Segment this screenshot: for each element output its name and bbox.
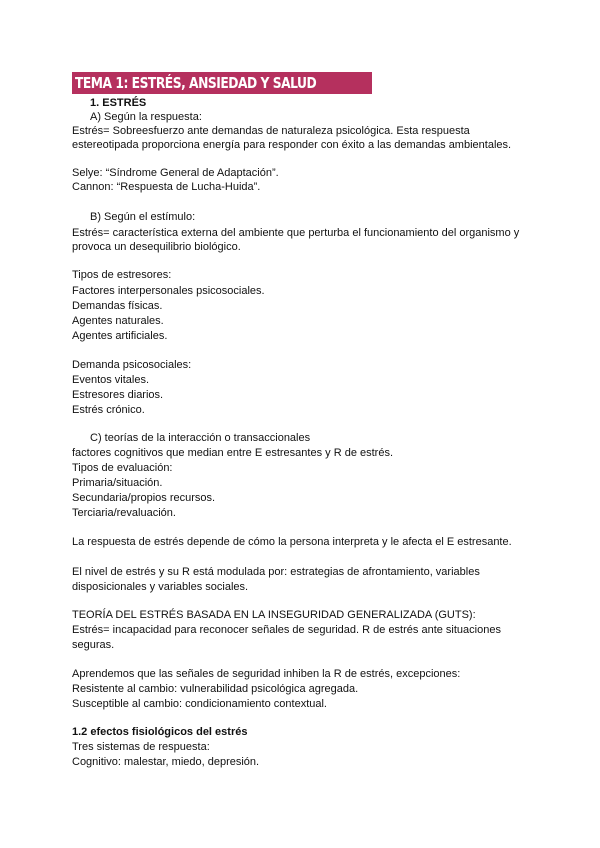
paragraph-line: Tipos de estresores: [72, 269, 172, 281]
list-item: Secundaria/propios recursos. [72, 492, 216, 504]
paragraph-line: estereotipada proporciona energía para responder con éxito a las demandas ambientales. [72, 139, 512, 151]
paragraph-line: La respuesta de estrés depende de cómo la persona interpreta y le afecta el E estresante. [72, 536, 512, 548]
paragraph-line: Tipos de evaluación: [72, 462, 173, 474]
list-item: Terciaria/revaluación. [72, 507, 176, 519]
list-item: Primaria/situación. [72, 477, 163, 489]
title-highlight [72, 72, 372, 94]
paragraph-line: Estrés= Sobreesfuerzo ante demandas de naturaleza psicológica. Esta respuesta [72, 125, 470, 137]
document-title: TEMA 1: ESTRÉS, ANSIEDAD Y SALUD [75, 74, 317, 92]
paragraph-line: Cognitivo: malestar, miedo, depresión. [72, 756, 260, 768]
list-item: Estrés crónico. [72, 404, 145, 416]
paragraph-line: Demanda psicosociales: [72, 359, 192, 371]
paragraph-line: Selye: “Síndrome General de Adaptación”. [72, 167, 279, 179]
subsection-heading: A) Según la respuesta: [90, 111, 202, 123]
paragraph-line: seguras. [72, 639, 115, 651]
paragraph-line: disposicionales y variables sociales. [72, 581, 249, 593]
section-heading: 1.2 efectos fisiológicos del estrés [72, 726, 248, 738]
paragraph-line: provoca un desequilibrio biológico. [72, 241, 241, 253]
paragraph-line: Estrés= característica externa del ambiente que perturba el funcionamiento del organismo y [72, 227, 520, 239]
paragraph-line: Estrés= incapacidad para reconocer señales de seguridad. R de estrés ante situaciones [72, 624, 501, 636]
list-item: Agentes naturales. [72, 315, 164, 327]
list-item: Demandas físicas. [72, 300, 163, 312]
paragraph-line: El nivel de estrés y su R está modulada por: estrategias de afrontamiento, variables [72, 566, 480, 578]
section-heading: 1. ESTRÉS [90, 97, 147, 109]
subsection-heading: C) teorías de la interacción o transaccionales [90, 432, 311, 444]
list-item: Eventos vitales. [72, 374, 150, 386]
paragraph-line: Tres sistemas de respuesta: [72, 741, 210, 753]
list-item: Resistente al cambio: vulnerabilidad psicológica agregada. [72, 683, 359, 695]
list-item: Agentes artificiales. [72, 330, 168, 342]
paragraph-line: TEORÍA DEL ESTRÉS BASADA EN LA INSEGURIDAD GENERALIZADA (GUTS): [72, 609, 476, 621]
paragraph-line: Aprendemos que las señales de seguridad inhiben la R de estrés, excepciones: [72, 668, 461, 680]
subsection-heading: B) Según el estímulo: [90, 211, 196, 223]
paragraph-line: factores cognitivos que median entre E estresantes y R de estrés. [72, 447, 393, 459]
paragraph-line: Cannon: “Respuesta de Lucha-Huida”. [72, 181, 261, 193]
list-item: Estresores diarios. [72, 389, 164, 401]
list-item: Susceptible al cambio: condicionamiento contextual. [72, 698, 327, 710]
list-item: Factores interpersonales psicosociales. [72, 285, 265, 297]
